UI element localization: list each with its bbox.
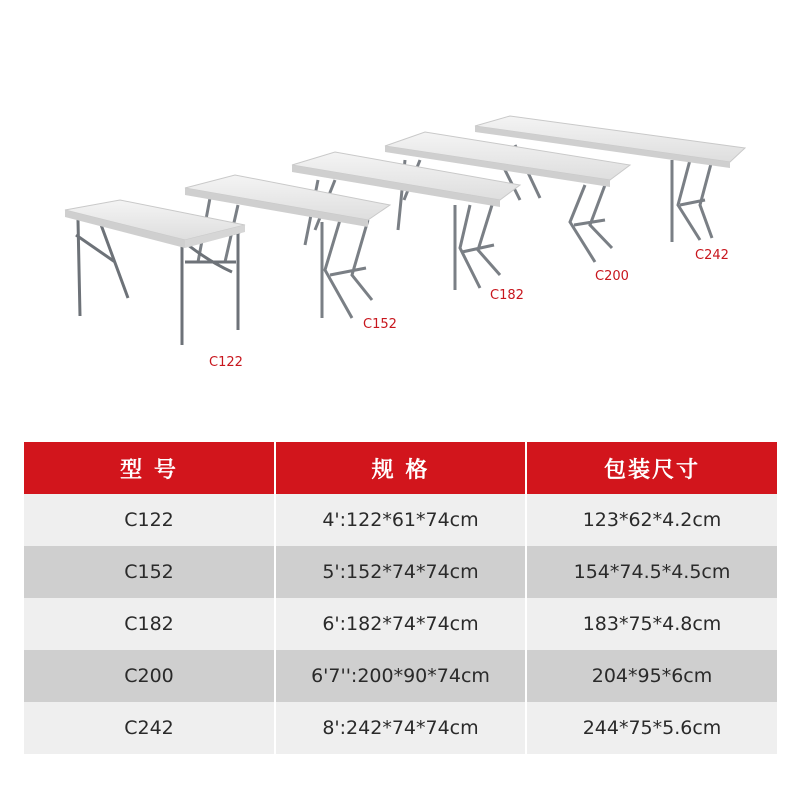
cell-spec: 4':122*61*74cm xyxy=(275,494,526,546)
cell-model: C122 xyxy=(24,494,275,546)
cell-spec: 5':152*74*74cm xyxy=(275,546,526,598)
cell-package-size: 244*75*5.6cm xyxy=(526,702,777,754)
cell-spec: 6':182*74*74cm xyxy=(275,598,526,650)
model-label-c182: C182 xyxy=(490,288,524,303)
table-row xyxy=(24,650,777,702)
spec-table xyxy=(24,442,777,754)
table-row xyxy=(24,546,777,598)
cell-model: C152 xyxy=(24,546,275,598)
model-label-c152: C152 xyxy=(363,317,397,332)
cell-package-size: 154*74.5*4.5cm xyxy=(526,546,777,598)
header-spec: 规 格 xyxy=(275,442,526,494)
model-label-c200: C200 xyxy=(595,269,629,284)
model-label-c122: C122 xyxy=(209,355,243,370)
cell-package-size: 123*62*4.2cm xyxy=(526,494,777,546)
model-label-c242: C242 xyxy=(695,248,729,263)
cell-model: C182 xyxy=(24,598,275,650)
cell-model: C242 xyxy=(24,702,275,754)
table-row xyxy=(24,598,777,650)
cell-package-size: 204*95*6cm xyxy=(526,650,777,702)
cell-model: C200 xyxy=(24,650,275,702)
table-row xyxy=(24,702,777,754)
cell-spec: 8':242*74*74cm xyxy=(275,702,526,754)
header-package-size: 包装尺寸 xyxy=(526,442,777,494)
cell-spec: 6'7'':200*90*74cm xyxy=(275,650,526,702)
header-model: 型 号 xyxy=(24,442,275,494)
table-row xyxy=(24,494,777,546)
table-header-row xyxy=(24,442,777,494)
cell-package-size: 183*75*4.8cm xyxy=(526,598,777,650)
